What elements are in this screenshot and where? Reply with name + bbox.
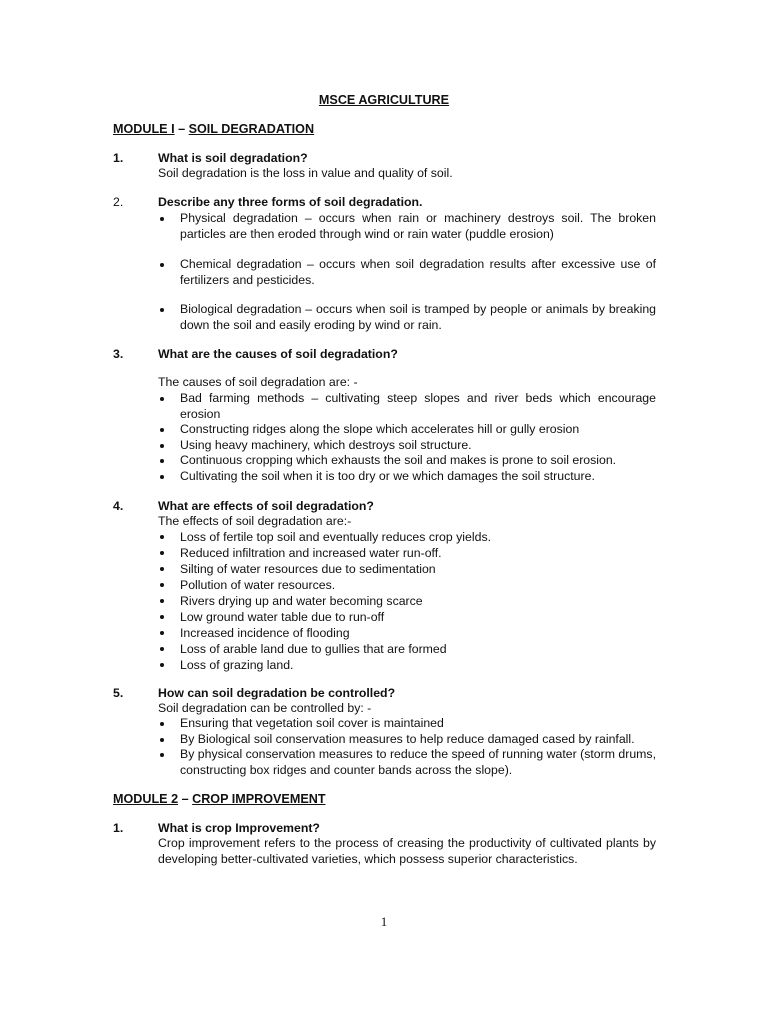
m1-q2-list <box>158 257 656 288</box>
m1-q5-question: How can soil degradation be controlled? <box>158 686 396 700</box>
m1-q3-number: 3. <box>113 347 124 361</box>
list-item: Increased incidence of flooding <box>158 625 656 641</box>
m2-q1-number: 1. <box>113 821 124 835</box>
list-item: Low ground water table due to run-off <box>158 609 656 625</box>
module-1-name: SOIL DEGRADATION <box>188 122 315 136</box>
m1-q4-question: What are effects of soil degradation? <box>158 499 374 513</box>
list-item: Cultivating the soil when it is too dry or we which damages the soil structure. <box>158 469 656 485</box>
m1-q4-list <box>158 529 656 673</box>
module-2-heading <box>113 792 326 808</box>
list-item: Constructing ridges along the slope which accelerates hill or gully erosion <box>158 422 656 438</box>
m1-q3-question: What are the causes of soil degradation? <box>158 347 398 361</box>
list-item: Chemical degradation – occurs when soil degradation results after excessive use of fertilizers and pesticides. <box>158 257 656 288</box>
module-2-prefix: MODULE 2 <box>113 792 179 806</box>
page-number: 1 <box>380 914 388 929</box>
m1-q2-list <box>158 211 656 242</box>
m1-q1-answer: Soil degradation is the loss in value and quality of soil. <box>158 166 453 180</box>
m1-q2-list <box>158 302 656 333</box>
list-item: Using heavy machinery, which destroys soil structure. <box>158 438 656 454</box>
list-item: Rivers drying up and water becoming scarce <box>158 593 656 609</box>
list-item: By Biological soil conservation measures to help reduce damaged cased by rainfall. <box>158 732 656 748</box>
list-item: Ensuring that vegetation soil cover is maintained <box>158 716 656 732</box>
list-item: Loss of arable land due to gullies that are formed <box>158 641 656 657</box>
list-item: Loss of grazing land. <box>158 657 656 673</box>
m1-q3-intro: The causes of soil degradation are: - <box>158 375 358 389</box>
list-item: Reduced infiltration and increased water run-off. <box>158 545 656 561</box>
m1-q4-intro: The effects of soil degradation are:- <box>158 514 352 528</box>
m1-q2-question: Describe any three forms of soil degradation. <box>158 195 423 209</box>
module-2-name: CROP IMPROVEMENT <box>192 792 326 806</box>
list-item: By physical conservation measures to reduce the speed of running water (storm drums, constructing box ridges and counter bands across the slope). <box>158 747 656 778</box>
document-title: MSCE AGRICULTURE <box>318 93 450 107</box>
m1-q2-number: 2. <box>113 195 124 209</box>
m1-q1-question: What is soil degradation? <box>158 151 308 165</box>
m1-q3-list <box>158 391 656 485</box>
list-item: Physical degradation – occurs when rain or machinery destroys soil. The broken particles are then eroded through wind or rain water (puddle erosion) <box>158 211 656 242</box>
list-item: Pollution of water resources. <box>158 577 656 593</box>
module-1-dash: – <box>174 122 189 136</box>
list-item: Silting of water resources due to sedimentation <box>158 561 656 577</box>
m2-q1-answer: Crop improvement refers to the process of creasing the productivity of cultivated plants by developing better-cultivated varieties, which possess superior characteristics. <box>158 836 656 866</box>
list-item: Continuous cropping which exhausts the soil and makes is prone to soil erosion. <box>158 453 656 469</box>
m1-q5-number: 5. <box>113 686 124 700</box>
module-1-prefix: MODULE I <box>113 122 175 136</box>
m1-q5-intro: Soil degradation can be controlled by: - <box>158 701 372 715</box>
m1-q1-number: 1. <box>113 151 124 165</box>
module-2-dash: – <box>178 792 193 806</box>
m1-q4-number: 4. <box>113 499 124 513</box>
m1-q5-list <box>158 716 656 778</box>
list-item: Loss of fertile top soil and eventually reduces crop yields. <box>158 529 656 545</box>
m2-q1-question: What is crop Improvement? <box>158 821 320 835</box>
list-item: Bad farming methods – cultivating steep slopes and river beds which encourage erosion <box>158 391 656 422</box>
list-item: Biological degradation – occurs when soil is tramped by people or animals by breaking down the soil and easily eroding by wind or rain. <box>158 302 656 333</box>
module-1-heading <box>113 122 314 138</box>
